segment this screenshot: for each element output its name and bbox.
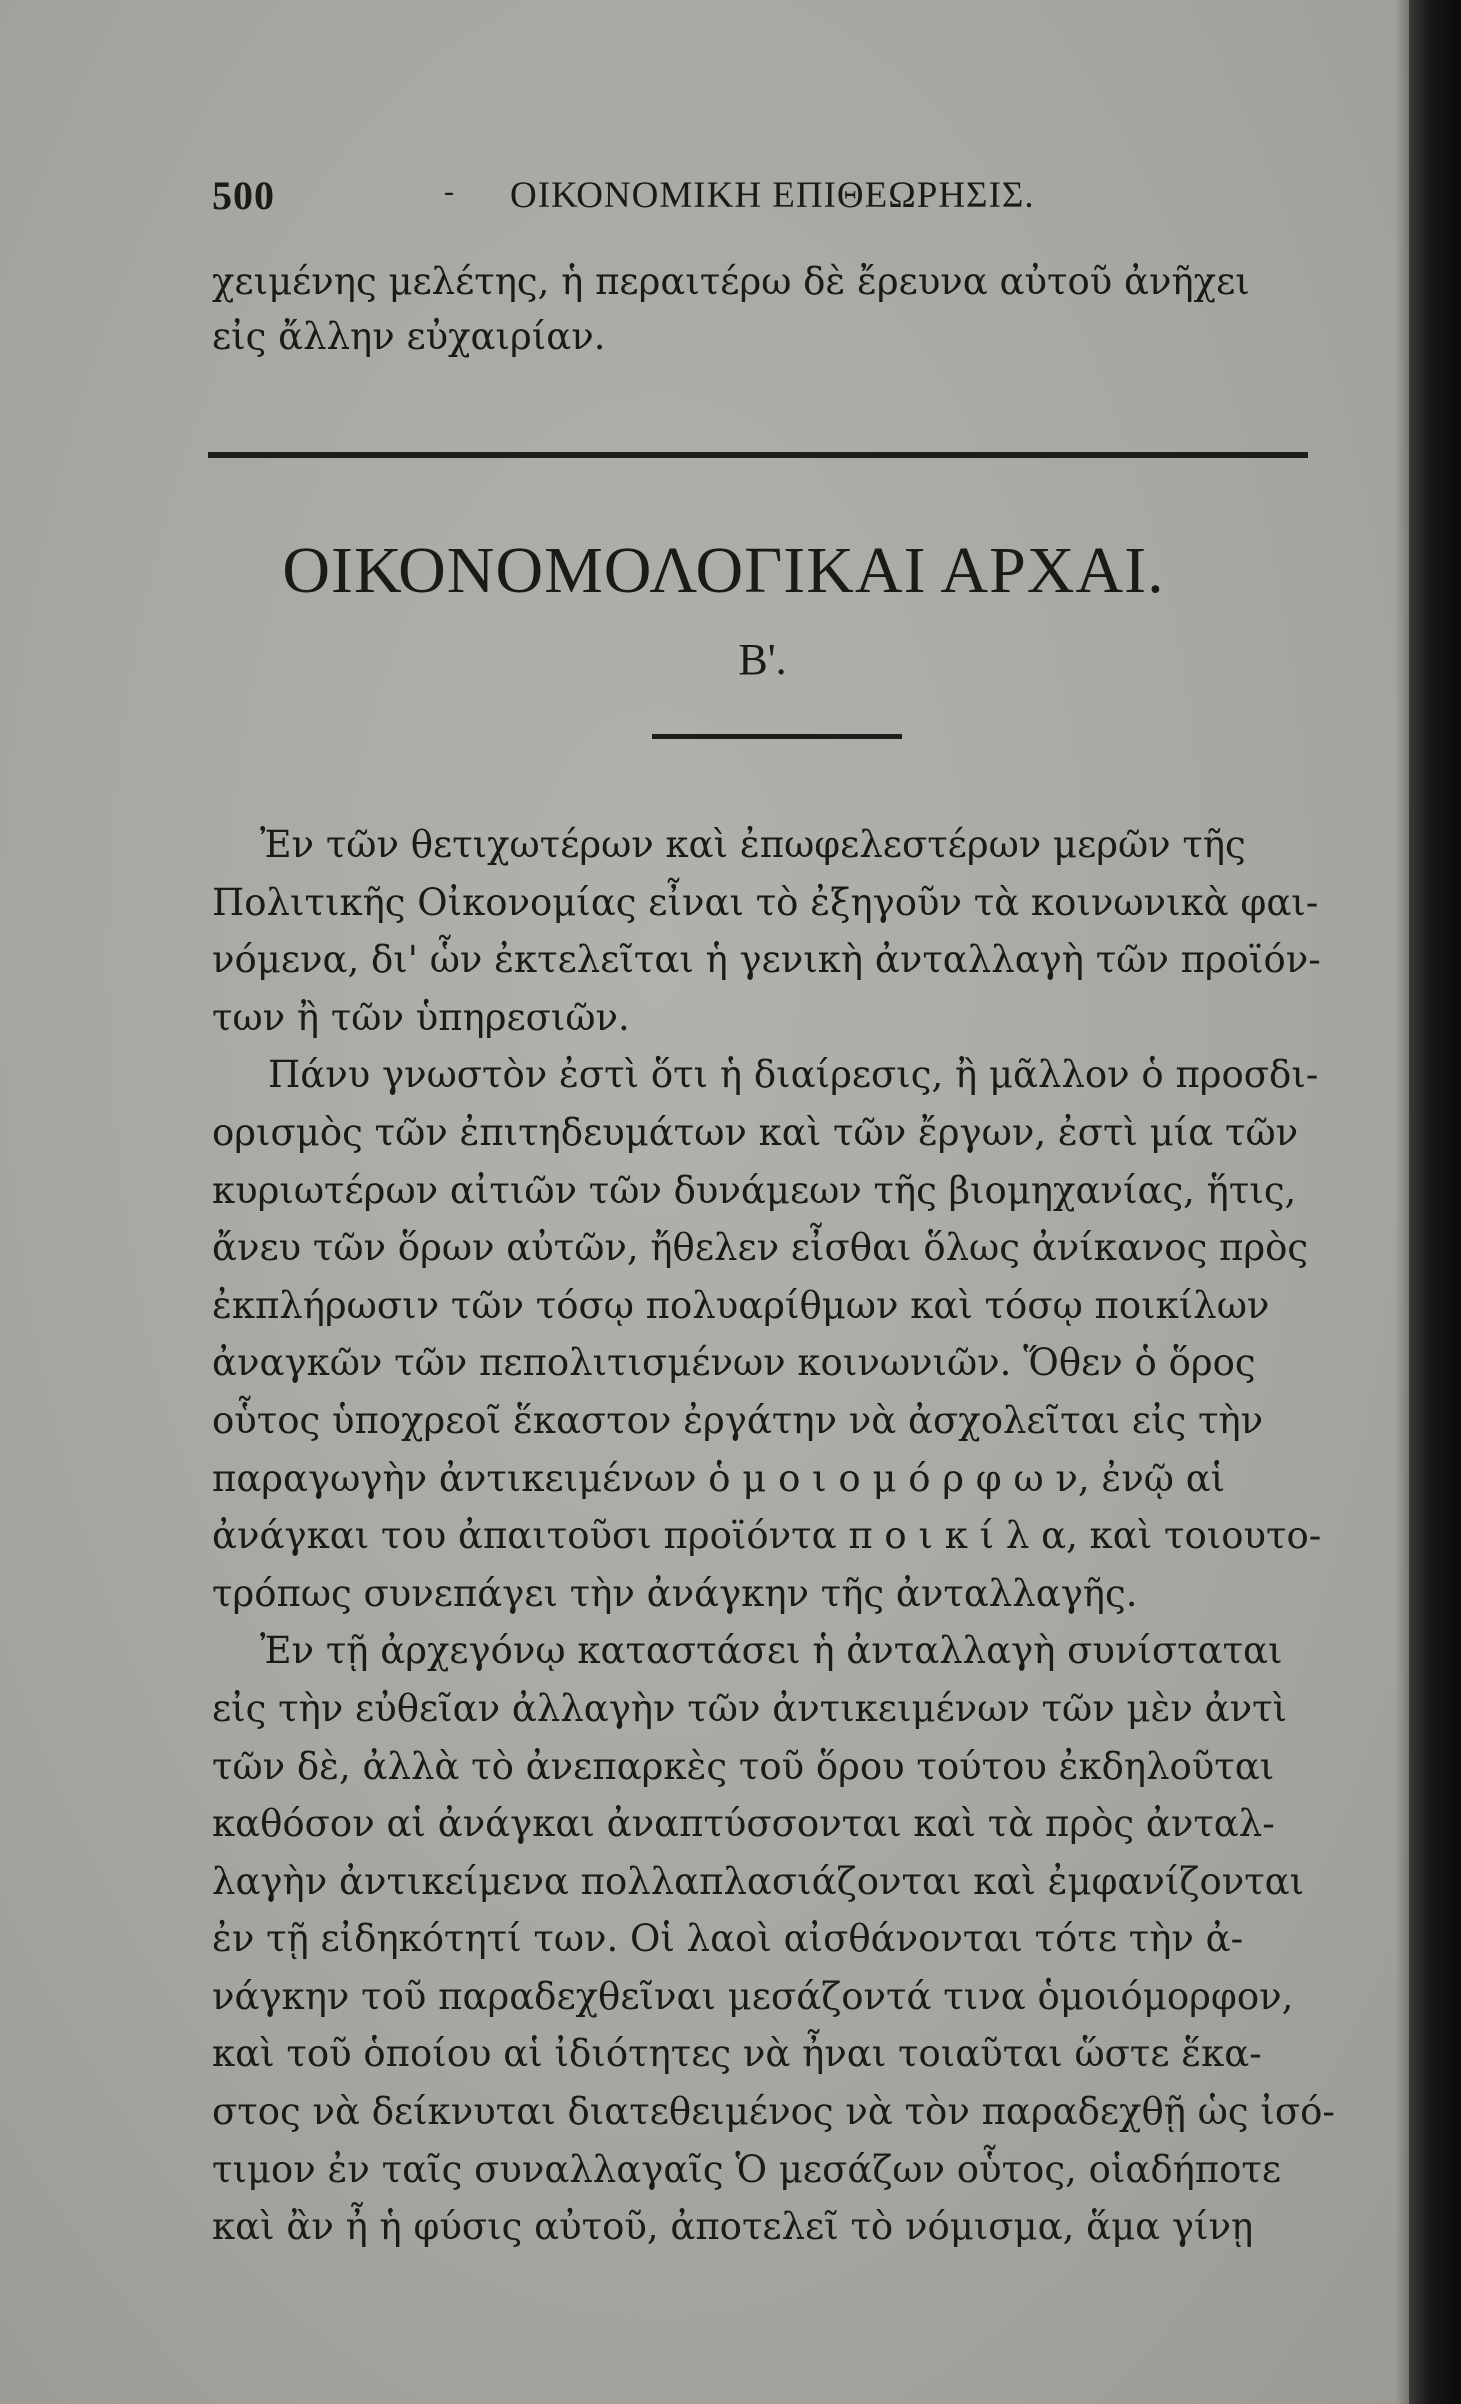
page-gutter-shadow [1395,0,1409,2404]
header-dash: - [444,175,454,208]
text-line: εἰς τὴν εὐθεῖαν ἀλλαγὴν τῶν ἀντικειμένων τῶν μὲν ἀντὶ [212,1686,1288,1730]
text-line: λαγὴν ἀντικείμενα πολλαπλασιάζονται καὶ ἐμφανίζονται [212,1859,1305,1903]
section-subtitle [0,632,1461,688]
text-line: τιμον ἐν ταῖς συναλλαγαῖς Ὁ μεσάζων οὗτος, οἱαδήποτε [212,2147,1282,2191]
section-title-text: ΟΙΚΟΝΟΜΟΛΟΓΙΚΑΙ ΑΡΧΑΙ. [282,534,1165,607]
text-line: ἄνευ τῶν ὅρων αὐτῶν, ἤθελεν εἶσθαι ὅλως ἀνίκανος πρὸς [212,1226,1309,1270]
text-line: χειμένης μελέτης, ἡ περαιτέρω δὲ ἔρευνα αὐτοῦ ἀνῆχει [212,260,1250,303]
section-divider [208,452,1308,458]
text-line: ἀναγκῶν τῶν πεπολιτισμένων κοινωνιῶν. Ὅθεν ὁ ὅρος [212,1341,1256,1385]
section-title [0,532,1461,610]
paragraph-3 [212,1622,1342,2256]
text-line: καὶ ἂν ἦ ἡ φύσις αὐτοῦ, ἀποτελεῖ τὸ νόμισμα, ἅμα γίνῃ [212,2205,1254,2249]
text-line: στος νὰ δείκνυται διατεθειμένος νὰ τὸν παραδεχθῇ ὡς ἰσό- [212,2090,1335,2134]
text-line: καθόσον αἱ ἀνάγκαι ἀναπτύσσονται καὶ τὰ πρὸς ἀνταλ- [212,1802,1275,1846]
title-underline [652,734,902,739]
page-number: 500 [212,173,275,218]
text-line: Ἐν τῇ ἀρχεγόνῳ καταστάσει ἡ ἀνταλλαγὴ συνίσταται [260,1629,1283,1673]
text-line: των ἢ τῶν ὑπηρεσιῶν. [212,995,630,1039]
text-line: καὶ τοῦ ὁποίου αἱ ἰδιότητες νὰ ἦναι τοιαῦται ὥστε ἕκα- [212,2032,1262,2076]
book-spine [1409,0,1461,2404]
text-line: ορισμὸς τῶν ἐπιτηδευμάτων καὶ τῶν ἔργων, ἐστὶ μία τῶν [212,1110,1299,1154]
text-line: ἐν τῇ εἰδηκότητί των. Οἱ λαοὶ αἰσθάνονται τότε τὴν ἀ- [212,1917,1244,1961]
journal-title: ΟΙΚΟΝΟΜΙΚΗ ΕΠΙΘΕΩΡΗΣΙΣ. [510,175,1035,216]
previous-article-ending [212,254,1327,364]
text-line: τρόπως συνεπάγει τὴν ἀνάγκην τῆς ἀνταλλαγῆς. [212,1571,1138,1615]
text-line: εἰς ἄλλην εὐχαιρίαν. [212,315,606,358]
text-line: ἀνάγκαι του ἀπαιτοῦσι προϊόντα π ο ι κ ί λ α, καὶ τοιουτο- [212,1514,1322,1558]
text-line: οὗτος ὑποχρεοῖ ἕκαστον ἐργάτην νὰ ἀσχολεῖται εἰς τὴν [212,1398,1264,1442]
text-line: παραγωγὴν ἀντικειμένων ὁ μ ο ι ο μ ό ρ φ ω ν, ἐνῷ αἱ [212,1456,1226,1500]
paragraph-1 [212,816,1342,1046]
paragraph-2 [212,1046,1342,1622]
text-line: τῶν δὲ, ἀλλὰ τὸ ἀνεπαρκὲς τοῦ ὅρου τούτου ἐκδηλοῦται [212,1744,1275,1788]
text-line: Πολιτικῆς Οἰκονομίας εἶναι τὸ ἐξηγοῦν τὰ κοινωνικὰ φαι- [212,880,1319,924]
text-line: κυριωτέρων αἰτιῶν τῶν δυνάμεων τῆς βιομηχανίας, ἥτις, [212,1168,1297,1212]
text-line: Πάνυ γνωστὸν ἐστὶ ὅτι ἡ διαίρεσις, ἢ μᾶλλον ὁ προσδι- [268,1053,1319,1097]
text-line: ἐκπλήρωσιν τῶν τόσῳ πολυαρίθμων καὶ τόσῳ ποικίλων [212,1283,1270,1327]
running-header [212,168,1212,224]
article-body [212,816,1342,2256]
section-subtitle-text: Β'. [738,635,787,684]
text-line: νόμενα, δι' ὧν ἐκτελεῖται ἡ γενικὴ ἀνταλλαγὴ τῶν προϊόν- [212,938,1321,982]
text-line: νάγκην τοῦ παραδεχθεῖναι μεσάζοντά τινα ὁμοιόμορφον, [212,1974,1294,2018]
text-line: Ἐν τῶν θετιχωτέρων καὶ ἐπωφελεστέρων μερῶν τῆς [260,823,1246,866]
